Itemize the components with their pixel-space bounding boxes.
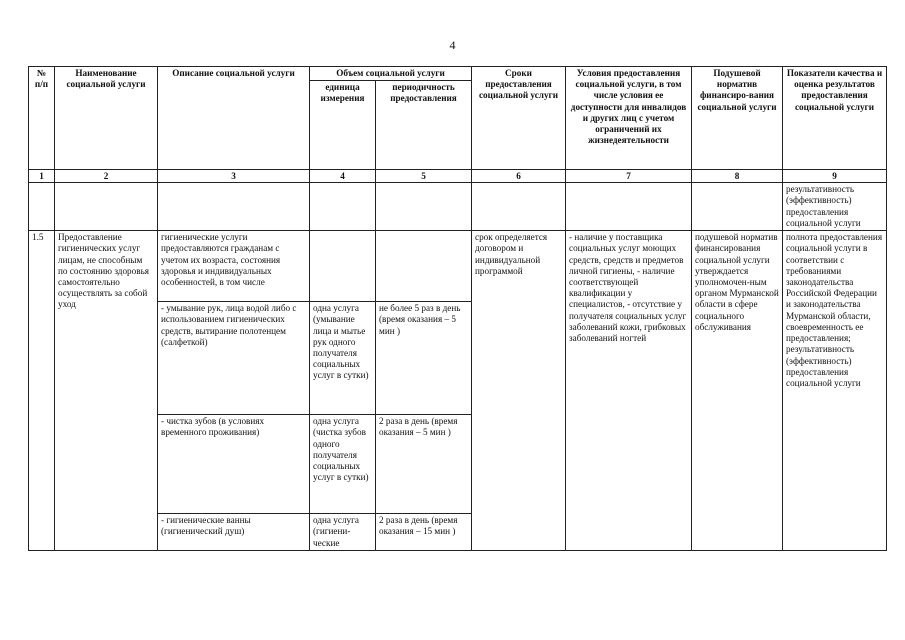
header-row-top xyxy=(29,67,887,81)
service-name: Предоставление гигиенических услуг лицам, не способным по состоянию здоровья самостоятельно осуществлять за собой уход xyxy=(55,231,158,551)
carryover-indicators: результативность (эффективность) предоставления социальной услуги xyxy=(783,183,887,231)
header-num: № п/п xyxy=(29,67,55,170)
service-terms: срок определяется договором и индивидуальной программой xyxy=(472,231,566,551)
sub-item-unit: одна услуга (гигиени-ческие xyxy=(310,514,376,551)
carryover-row xyxy=(29,183,887,231)
col-num-4: 4 xyxy=(310,170,376,183)
sub-item-description: - чистка зубов (в условиях временного проживания) xyxy=(158,415,310,514)
service-standard: подушевой норматив финансирования социальной услуги утверждается уполномочен-ным органом Мурманской области в сфере социального обслуживания xyxy=(692,231,783,551)
col-num-7: 7 xyxy=(566,170,692,183)
header-volume: Объем социальной услуги xyxy=(310,67,472,81)
service-row-intro xyxy=(29,231,887,302)
social-services-table xyxy=(28,66,887,551)
header-periodicity: периодичность предоставления xyxy=(376,81,472,170)
col-num-9: 9 xyxy=(783,170,887,183)
service-intro: гигиенические услуги предоставляются гражданам с учетом их возраста, состояния здоровья и индивидуальных особенностей, в том числе xyxy=(158,231,310,302)
header-terms: Сроки предоставления социальной услуги xyxy=(472,67,566,170)
header-standard: Подушевой норматив финансиро-вания социальной услуги xyxy=(692,67,783,170)
sub-item-periodicity: 2 раза в день (время оказания – 5 мин ) xyxy=(376,415,472,514)
col-num-6: 6 xyxy=(472,170,566,183)
header-name: Наименование социальной услуги xyxy=(55,67,158,170)
col-num-8: 8 xyxy=(692,170,783,183)
col-num-2: 2 xyxy=(55,170,158,183)
sub-item-periodicity: не более 5 раз в день (время оказания – 5 мин ) xyxy=(376,302,472,415)
sub-item-unit: одна услуга (умывание лица и мытье рук одного получателя социальных услуг в сутки) xyxy=(310,302,376,415)
header-unit: единица измерения xyxy=(310,81,376,170)
col-num-3: 3 xyxy=(158,170,310,183)
col-num-1: 1 xyxy=(29,170,55,183)
sub-item-description: - умывание рук, лица водой либо с использованием гигиенических средств, вытирание полотенцем (салфеткой) xyxy=(158,302,310,415)
service-indicators: полнота предоставления социальной услуги в соответствии с требованиями законодательства Российской Федерации и законодательства Мурманской области, своевременность ее предоставления; результативность (эффективность) предоставления социальной услуги xyxy=(783,231,887,551)
sub-item-description: - гигиенические ванны (гигиенический душ) xyxy=(158,514,310,551)
sub-item-periodicity: 2 раза в день (время оказания – 15 мин ) xyxy=(376,514,472,551)
header-description: Описание социальной услуги xyxy=(158,67,310,170)
header-conditions: Условия предоставления социальной услуги, в том числе условия ее доступности для инвалидов и других лиц с учетом ограничений их жизнедеятельности xyxy=(566,67,692,170)
service-conditions: - наличие у поставщика социальных услуг моющих средств, средств и предметов личной гигиены, - наличие соответствующей квалификации у специалистов, - отсутствие у получателя социальных услуг заболеваний кожи, грибковых заболеваний ногтей xyxy=(566,231,692,551)
col-num-5: 5 xyxy=(376,170,472,183)
header-indicators: Показатели качества и оценка результатов предоставления социальной услуги xyxy=(783,67,887,170)
sub-item-unit: одна услуга (чистка зубов одного получателя социальных услуг в сутки) xyxy=(310,415,376,514)
column-number-row xyxy=(29,170,887,183)
service-number: 1.5 xyxy=(29,231,55,551)
page-number: 4 xyxy=(449,38,456,52)
